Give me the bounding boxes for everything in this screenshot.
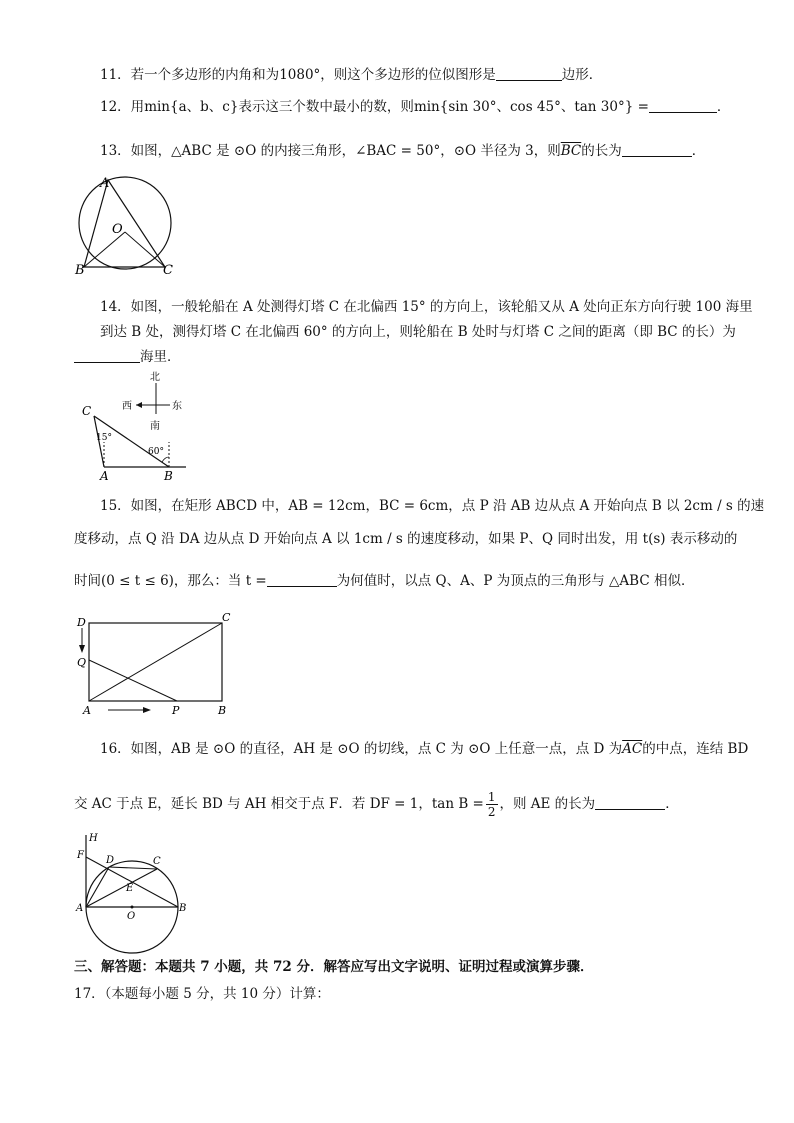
q15-label-q: Q (77, 656, 87, 669)
q13-text: 13．如图，△ABC 是 ⊙O 的内接三角形，∠BAC = 50°，⊙O 半径为 3，则$\overline{BC}$的长为 ． (100, 143, 706, 159)
q14-label-north: 北 (150, 372, 160, 383)
q14-label-c: C (82, 404, 92, 418)
q15-line1: 15．如图，在矩形 ABCD 中，AB = 12cm，BC = 6cm，点 P 沿 AB 边从点 A 开始向点 B 以 2cm / s 的速 (100, 498, 765, 514)
q17-text: 17．（本题每小题 5 分，共 10 分）计算： (74, 986, 330, 1002)
q16-fraction: $\frac{1}{2}$ (487, 790, 496, 819)
q15-answer-blank[interactable] (267, 572, 337, 587)
q15-figure (72, 610, 242, 720)
q13-figure (70, 170, 180, 278)
q14-label-south: 南 (150, 421, 160, 432)
q11-text: 11．若一个多边形的内角和为1080°，则这个多边形的位似图形是 边形． (100, 67, 603, 83)
q16-label-h: H (89, 833, 98, 844)
q12-text: 12．用min{a、b、c}表示这三个数中最小的数，则min{sin 30°、cos 45°、tan 30°} = ． (100, 99, 731, 115)
q16-line2: 交 AC 于点 E，延长 BD 与 AH 相交于点 F．若 DF = 1，tan B = $\frac{1}{2}$ ，则 AE 的长为 ． (74, 790, 679, 819)
q14-figure (74, 370, 194, 485)
q14-line3: 海里． (74, 348, 181, 366)
q14-line2: 到达 B 处，测得灯塔 C 在北偏西 60° 的方向上，则轮船在 B 处时与灯塔 C 之间的距离（即 BC 的长）为 (100, 324, 736, 340)
q16-answer-blank[interactable] (595, 795, 665, 810)
q13-answer-blank[interactable] (622, 142, 692, 157)
q16-label-o: O (127, 911, 136, 922)
q16-label-f: F (77, 850, 84, 861)
q16-arc-ac: $\overline{AC}$ (622, 741, 643, 757)
q16-label-a: A (76, 903, 84, 914)
q16-line1: 16．如图，AB 是 ⊙O 的直径，AH 是 ⊙O 的切线，点 C 为 ⊙O 上任意一点，点 D 为$\overline{AC}$的中点，连结 BD (100, 741, 749, 757)
q14-answer-blank[interactable] (74, 348, 140, 363)
q16-label-d: D (106, 855, 115, 866)
q16-figure (72, 830, 194, 954)
q14-label-east: 东 (172, 401, 182, 412)
q15-label-c: C (222, 611, 231, 624)
q14-label-b: B (164, 469, 173, 483)
q15-label-b: B (218, 704, 227, 717)
q15-line2: 度移动，点 Q 沿 DA 边从点 D 开始向点 A 以 1cm / s 的速度移动，如果 P、Q 同时出发，用 t(s) 表示移动的 (74, 531, 738, 547)
q11-answer-blank[interactable] (496, 66, 562, 81)
q13-arc-bc: $\overline{BC}$ (560, 143, 582, 159)
q15-label-p: P (172, 704, 180, 717)
q16-label-e: E (126, 883, 134, 894)
q15-label-a: A (83, 704, 91, 717)
q16-label-b: B (179, 903, 187, 914)
q13-label-b: B (75, 263, 85, 278)
q13-label-o: O (112, 222, 123, 237)
q14-line1: 14．如图，一般轮船在 A 处测得灯塔 C 在北偏西 15° 的方向上，该轮船又从 A 处向正东方向行驶 100 海里 (100, 299, 753, 315)
q14-label-west: 西 (122, 401, 132, 412)
q13-label-c: C (163, 263, 173, 278)
q14-label-angle15: 15° (96, 433, 112, 443)
q14-label-a: A (100, 469, 109, 483)
q15-line3: 时间(0 ≤ t ≤ 6)，那么：当 t = 为何值时，以点 Q、A、P 为顶点的三角形与 △ABC 相似． (74, 573, 695, 589)
section3-heading: 三、解答题：本题共 7 小题，共 72 分．解答应写出文字说明、证明过程或演算步骤． (74, 959, 594, 975)
q12-answer-blank[interactable] (649, 98, 717, 113)
q13-label-a: A (100, 176, 110, 191)
q15-label-d: D (77, 616, 86, 629)
q16-label-c: C (153, 856, 161, 867)
q14-label-angle60: 60° (148, 447, 164, 457)
